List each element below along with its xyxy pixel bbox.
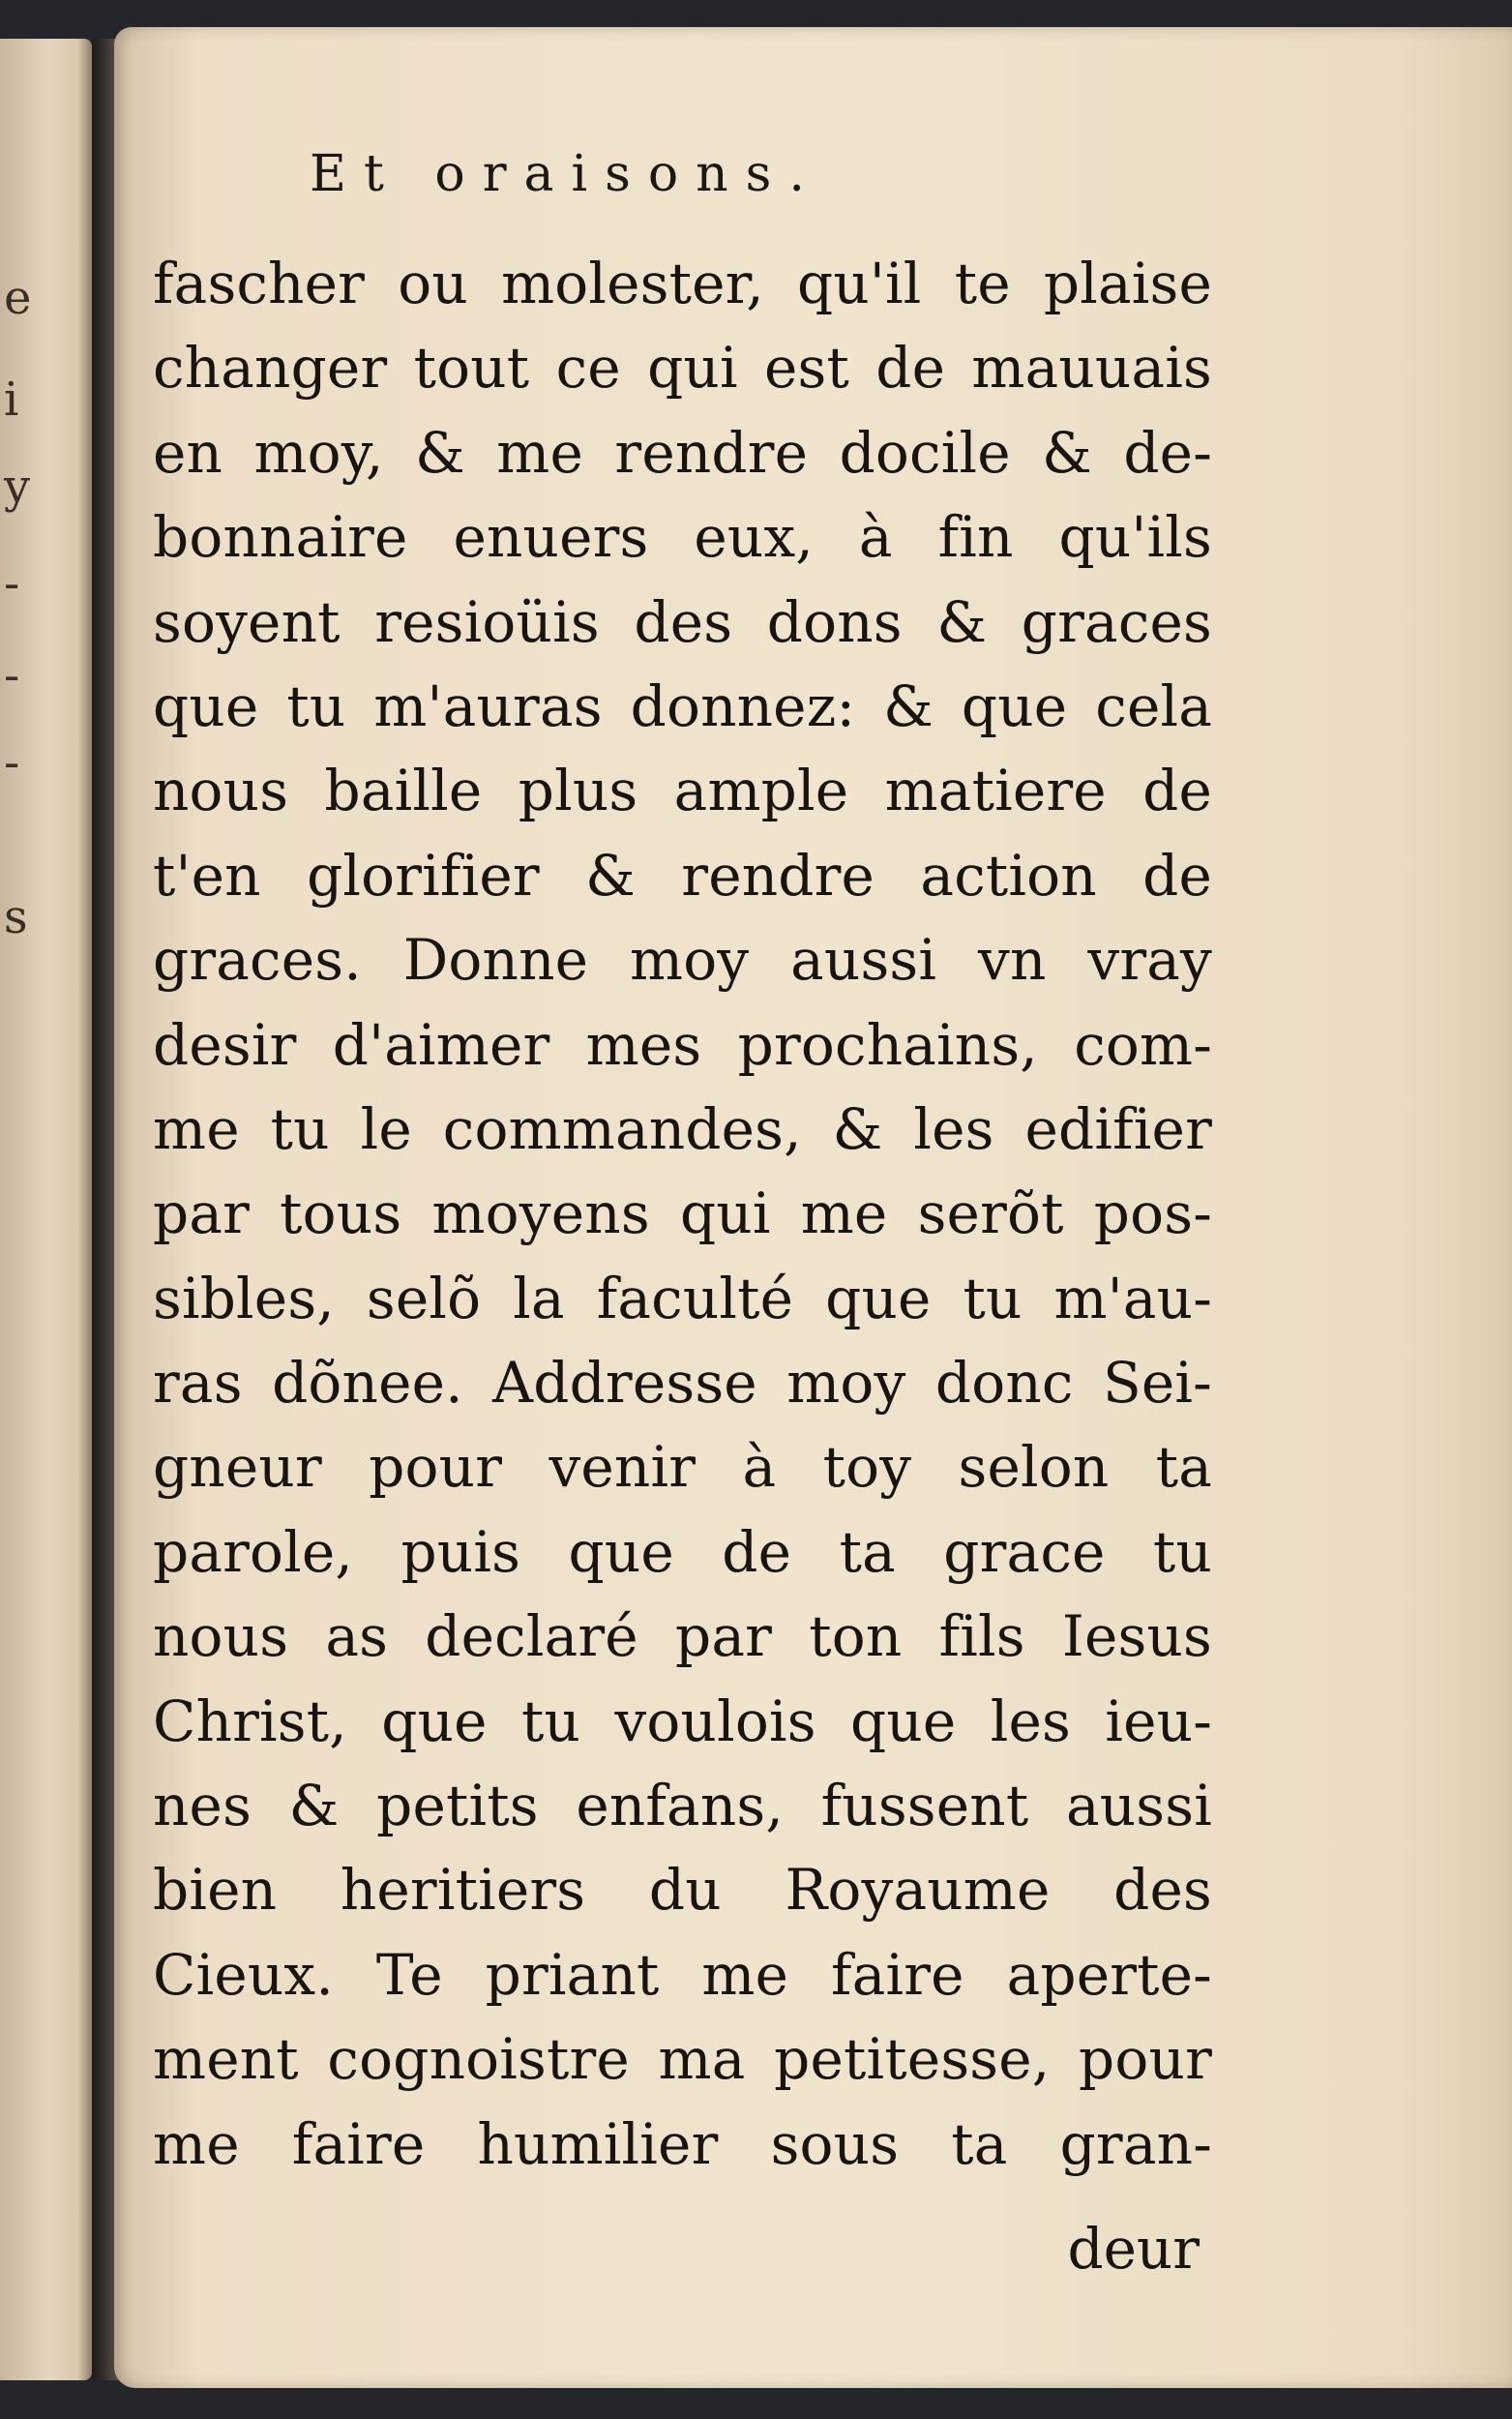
text-line: par tous moyens qui me serõt pos- (153, 1180, 1212, 1247)
text-line: Cieux. Te priant me faire aperte- (153, 1941, 1212, 2008)
text-line: graces. Donne moy aussi vn vray (153, 927, 1212, 994)
facing-page-letter: - (4, 735, 20, 790)
text-line: changer tout ce qui est de mauuais (153, 335, 1212, 402)
text-line: que tu m'auras donnez: & que cela (153, 672, 1212, 739)
text-line: nes & petits enfans, fussent aussi (153, 1773, 1212, 1839)
text-line: bien heritiers du Royaume des (153, 1857, 1212, 1924)
text-line: me tu le commandes, & les edifier (153, 1095, 1212, 1162)
text-line: parole, puis que de ta grace tu (153, 1518, 1212, 1585)
facing-page-letter: s (4, 890, 28, 944)
text-line: gneur pour venir à toy selon ta (153, 1434, 1212, 1501)
facing-page-letter: i (4, 373, 19, 427)
text-line: en moy, & me rendre docile & de- (153, 419, 1212, 486)
text-line: nous baille plus ample matiere de (153, 758, 1212, 824)
facing-page-letter: e (4, 271, 32, 325)
text-line: nous as declaré par ton fils Iesus (153, 1603, 1212, 1670)
text-line: ment cognoistre ma petitesse, pour (153, 2026, 1212, 2093)
facing-page-letter: - (4, 556, 20, 611)
page-text (153, 242, 1212, 2187)
facing-page-edge (0, 39, 92, 2380)
text-line: sibles, selõ la faculté que tu m'au- (153, 1265, 1212, 1331)
text-line: bonnaire enuers eux, à fin qu'ils (153, 504, 1212, 571)
text-line: ras dõnee. Addresse moy donc Sei- (153, 1350, 1212, 1417)
facing-page-letter: y (4, 460, 31, 514)
text-line: me faire humilier sous ta gran- (153, 2110, 1212, 2177)
text-line: soyent resioüis des dons & graces (153, 588, 1212, 655)
facing-page-letter: - (4, 648, 20, 702)
running-head: Et oraisons. (310, 145, 822, 203)
text-line: desir d'aimer mes prochains, com- (153, 1011, 1212, 1078)
text-line: t'en glorifier & rendre action de (153, 842, 1212, 909)
catchword: deur (1067, 2216, 1200, 2282)
text-line: Christ, que tu voulois que les ieu- (153, 1687, 1212, 1754)
text-line: fascher ou molester, qu'il te plaise (153, 251, 1212, 316)
